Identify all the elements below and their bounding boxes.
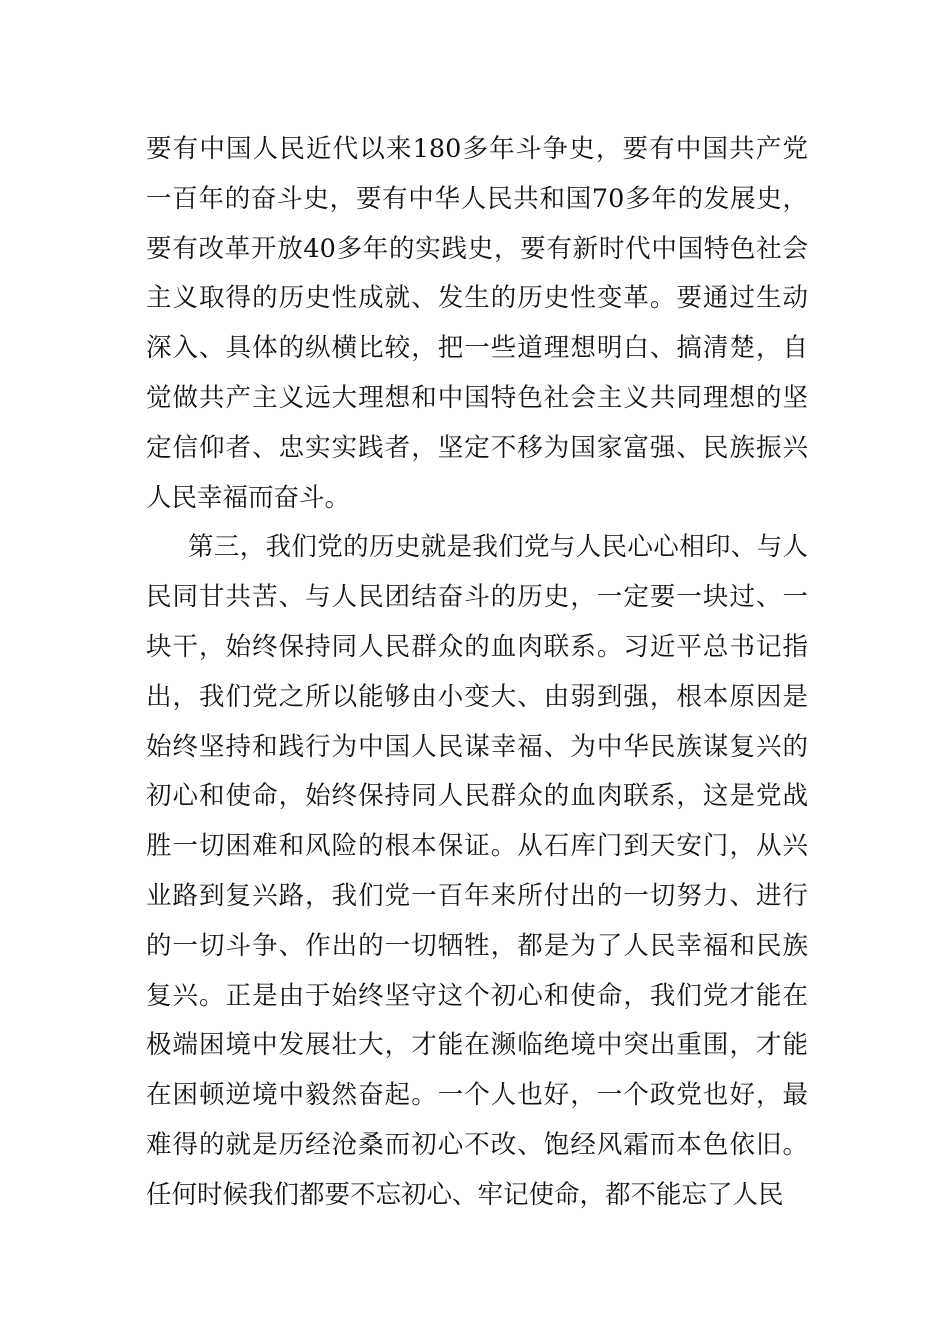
text-line: 在困顿逆境中毅然奋起。一个人也好，一个政党也好，最 xyxy=(146,1080,808,1111)
text-line: 第三，我们党的历史就是我们党与人民心心相印、与人 xyxy=(188,532,808,563)
text-line: 任何时候我们都要不忘初心、牢记使命，都不能忘了人民 xyxy=(146,1179,784,1210)
text-line: 定信仰者、忠实实践者，坚定不移为国家富强、民族振兴 xyxy=(146,432,808,463)
text-line: 要有中国人民近代以来180多年斗争史，要有中国共产党 xyxy=(146,134,808,164)
text-line: 主义取得的历史性成就、发生的历史性变革。要通过生动 xyxy=(146,283,808,314)
paragraph-2 xyxy=(146,523,808,1220)
text-line: 块干，始终保持同人民群众的血肉联系。习近平总书记指 xyxy=(146,631,808,662)
paragraph-1 xyxy=(146,125,808,523)
text-line: 难得的就是历经沧桑而初心不改、饱经风霜而本色依旧。 xyxy=(146,1129,808,1160)
text-line: 民同甘共苦、与人民团结奋斗的历史，一定要一块过、一 xyxy=(146,582,808,613)
text-line: 初心和使命，始终保持同人民群众的血肉联系，这是党战 xyxy=(146,781,808,812)
document-body xyxy=(146,125,808,1221)
text-line: 始终坚持和践行为中国人民谋幸福、为中华民族谋复兴的 xyxy=(146,731,808,762)
text-line: 出，我们党之所以能够由小变大、由弱到强，根本原因是 xyxy=(146,681,808,712)
text-line: 觉做共产主义远大理想和中国特色社会主义共同理想的坚 xyxy=(146,382,808,413)
text-line: 极端困境中发展壮大，才能在濒临绝境中突出重围，才能 xyxy=(146,1030,808,1061)
text-line: 的一切斗争、作出的一切牺牲，都是为了人民幸福和民族 xyxy=(146,930,808,961)
text-line: 业路到复兴路，我们党一百年来所付出的一切努力、进行 xyxy=(146,880,808,911)
text-line: 要有改革开放40多年的实践史，要有新时代中国特色社会 xyxy=(146,233,808,264)
text-line: 胜一切困难和风险的根本保证。从石库门到天安门，从兴 xyxy=(146,831,808,862)
text-line: 一百年的奋斗史，要有中华人民共和国70多年的发展史， xyxy=(146,183,808,214)
text-line: 深入、具体的纵横比较，把一些道理想明白、搞清楚，自 xyxy=(146,333,808,364)
text-line: 人民幸福而奋斗。 xyxy=(146,482,351,513)
text-line: 复兴。正是由于始终坚守这个初心和使命，我们党才能在 xyxy=(146,980,808,1011)
